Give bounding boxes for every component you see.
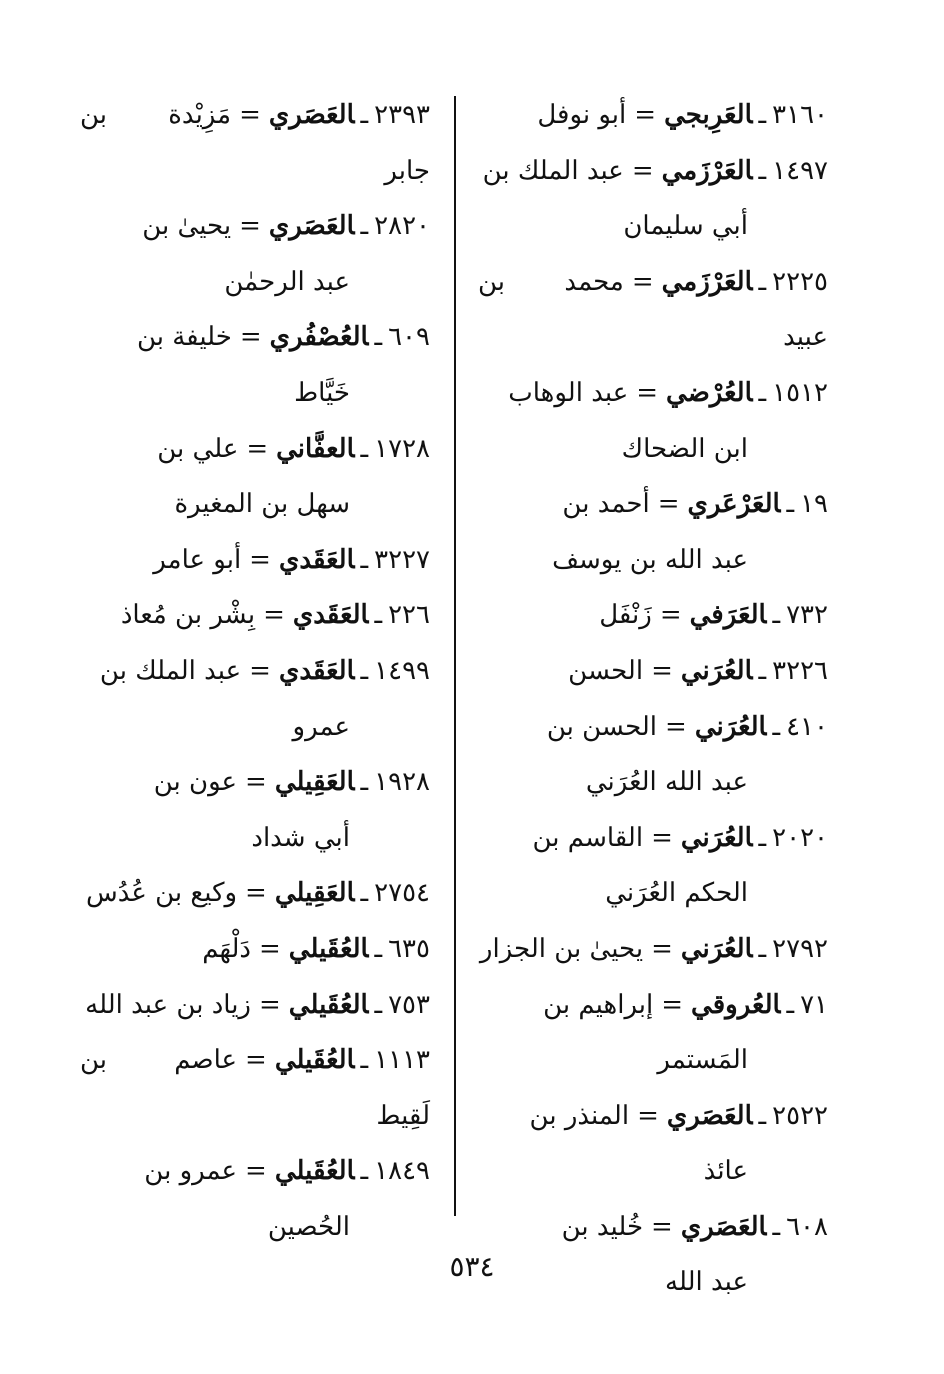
entry-number: ٦٠٨ — [786, 1211, 828, 1242]
entry-number: ٧٥٣ — [388, 989, 430, 1020]
index-entry: ٢٥٢٢ـالعَصَري=المنذر بن عائذ — [478, 1089, 828, 1200]
entry-nisba: العُصْفُري — [269, 322, 369, 353]
entry-name: دَلْهَم — [202, 933, 251, 964]
entry-number: ٢٣٩٣ — [374, 100, 430, 130]
index-entry: ١٤٩٧ـالعَرْزَمي=عبد الملك بن أبي سليمان — [478, 144, 828, 255]
entry-name: خُليد بن — [561, 1211, 644, 1242]
entry-number: ٤١٠ — [786, 711, 828, 742]
entry-nisba: العَقَدي — [278, 655, 355, 686]
entry-nisba: العُرَني — [680, 822, 753, 853]
entry-nisba: العُقَيلي — [274, 1045, 355, 1076]
right-column — [478, 88, 828, 1311]
entry-number: ٢٢٦ — [388, 600, 430, 631]
entry-name: خليفة بن — [136, 322, 232, 353]
entry-nisba: العَصَري — [680, 1211, 767, 1242]
entry-continuation: ابن الضحاك — [621, 433, 748, 464]
entry-name: عبد الملك بن — [482, 155, 624, 186]
entry-number: ٢٢٢٥ — [772, 266, 828, 297]
entry-number: ٦٣٥ — [388, 933, 430, 964]
page-number: ٥٣٤ — [449, 1250, 495, 1283]
entry-continuation: عبد الرحمٰن — [224, 266, 350, 297]
entry-continuation: عبد الله العُرَني — [585, 767, 748, 798]
entry-name: عمرو بن — [144, 1156, 238, 1187]
index-entry: ٦٣٥ـالعُقَيلي=دَلْهَم — [202, 933, 430, 964]
index-entry: ٢٧٩٢ـالعُرَني=يحيىٰ بن الجزار — [479, 933, 828, 964]
entry-nisba: العَرْزَمي — [661, 155, 753, 186]
entry-name: عبد الملك بن — [99, 655, 242, 686]
entry-number: ٧١ — [800, 989, 828, 1020]
entry-name: مَزِيْدة بن جابر — [80, 100, 430, 186]
entry-nisba: العَرِبجي — [664, 100, 753, 130]
index-entry: ١١١٣ـالعُقَيلي=عاصم بن لَقِيط — [80, 1045, 430, 1131]
entry-name: أبو عامر — [153, 544, 242, 575]
entry-name: عاصم بن لَقِيط — [80, 1045, 430, 1131]
index-entry: ٢٠٢٠ـالعُرَني=القاسم بن الحكم العُرَني — [478, 811, 828, 922]
index-entry: ٦٠٩ـالعُصْفُري=خليفة بن خَيَّاط — [80, 310, 430, 421]
entry-number: ١٨٤٩ — [374, 1156, 430, 1187]
index-entry: ٣٢٢٦ـالعُرَني=الحسن — [568, 655, 828, 686]
index-entry: ٤١٠ـالعُرَني=الحسن بن عبد الله العُرَني — [478, 700, 828, 811]
index-entry: ١٥١٢ـالعُرْضي=عبد الوهاب ابن الضحاك — [478, 366, 828, 477]
entry-nisba: العُرَني — [694, 711, 767, 742]
entry-number: ٣٢٢٧ — [374, 544, 430, 575]
entry-nisba: العَصَري — [666, 1100, 753, 1131]
index-entry: ٢٢٢٥ـالعَرْزَمي=محمد بن عبيد — [478, 266, 828, 353]
entry-name: علي بن — [157, 433, 239, 464]
entry-name: الحسن — [568, 655, 644, 686]
entry-continuation: عبد الله بن يوسف — [552, 544, 748, 575]
entry-name: عبد الوهاب — [508, 377, 629, 408]
entry-nisba: العَقَدي — [278, 544, 355, 575]
entry-number: ٢٧٩٢ — [772, 933, 828, 964]
entry-nisba: العَصَري — [268, 211, 355, 242]
entry-name: يحيىٰ بن — [142, 211, 232, 242]
entry-nisba: العُقَيلي — [288, 933, 369, 964]
entry-name: وكيع بن عُدُس — [85, 878, 238, 909]
entry-name: أبو نوفل — [537, 100, 627, 130]
entry-name: بِشْر بن مُعاذ — [120, 600, 256, 631]
entry-name: يحيىٰ بن الجزار — [479, 933, 644, 964]
entry-nisba: العَرَفي — [689, 600, 767, 631]
entry-name: زَنْفَل — [599, 600, 652, 631]
entry-name: أحمد بن — [562, 489, 650, 520]
index-entry: ٢٢٦ـالعَقَدي=بِشْر بن مُعاذ — [120, 600, 430, 631]
entry-nisba: العُرَني — [680, 655, 753, 686]
entry-number: ١٥١٢ — [772, 377, 828, 408]
index-entry: ١٧٢٨ـالعفَّاني=علي بن سهل بن المغيرة — [80, 422, 430, 533]
entry-number: ١٧٢٨ — [374, 433, 430, 464]
index-entry: ٣٢٢٧ـالعَقَدي=أبو عامر — [153, 544, 430, 575]
entry-name: عون بن — [153, 767, 238, 798]
left-column — [80, 88, 430, 1255]
entry-continuation: عائذ — [703, 1156, 748, 1187]
entry-nisba: العُقَيلي — [274, 1156, 355, 1187]
entry-continuation: الحُصين — [267, 1211, 350, 1242]
entry-nisba: العُقَيلي — [288, 989, 369, 1020]
entry-number: ٣١٦٠ — [772, 100, 828, 130]
index-entry: ١٤٩٩ـالعَقَدي=عبد الملك بن عمرو — [80, 644, 430, 755]
entry-nisba: العفَّاني — [276, 433, 355, 464]
index-entry: ٧١ـالعُروقي=إبراهيم بن المَستمر — [478, 978, 828, 1089]
entry-continuation: سهل بن المغيرة — [174, 489, 350, 520]
column-divider — [454, 96, 456, 1216]
entry-nisba: العَرْعَري — [687, 489, 781, 520]
index-entry: ٣١٦٠ـالعَرِبجي=أبو نوفل — [537, 100, 828, 130]
index-entry: ٢٧٥٤ـالعَقِيلي=وكيع بن عُدُس — [85, 878, 430, 909]
entry-number: ١١١٣ — [374, 1045, 430, 1076]
entry-number: ١٩ — [800, 489, 828, 520]
entry-name: محمد بن عبيد — [478, 266, 828, 353]
entry-name: إبراهيم بن — [543, 989, 654, 1020]
entry-name: القاسم بن — [532, 822, 644, 853]
index-entry: ٦٠٨ـالعَصَري=خُليد بن عبد الله — [478, 1200, 828, 1311]
entry-number: ٧٣٢ — [786, 600, 828, 631]
entry-number: ١٩٢٨ — [374, 767, 430, 798]
entry-nisba: العُروقي — [691, 989, 781, 1020]
index-entry: ١٩٢٨ـالعَقِيلي=عون بن أبي شداد — [80, 755, 430, 866]
entry-name: زياد بن عبد الله — [85, 989, 251, 1020]
entry-nisba: العَصَري — [268, 100, 355, 130]
index-entry: ٢٨٢٠ـالعَصَري=يحيىٰ بن عبد الرحمٰن — [80, 199, 430, 310]
entry-number: ١٤٩٩ — [374, 655, 430, 686]
entry-nisba: العَقَدي — [292, 600, 369, 631]
entry-number: ١٤٩٧ — [772, 155, 828, 186]
index-entry: ٧٣٢ـالعَرَفي=زَنْفَل — [599, 600, 828, 631]
entry-continuation: عبد الله — [665, 1267, 748, 1298]
entry-name: الحسن بن — [546, 711, 658, 742]
index-entry: ١٩ـالعَرْعَري=أحمد بن عبد الله بن يوسف — [478, 477, 828, 588]
entry-continuation: المَستمر — [657, 1045, 748, 1076]
entry-name: المنذر بن — [529, 1100, 630, 1131]
entry-continuation: أبي شداد — [251, 822, 350, 853]
entry-number: ٢٨٢٠ — [374, 211, 430, 242]
index-entry: ١٨٤٩ـالعُقَيلي=عمرو بن الحُصين — [80, 1144, 430, 1255]
entry-continuation: عمرو — [292, 711, 350, 742]
entry-continuation: أبي سليمان — [623, 211, 748, 242]
index-entry: ٧٥٣ـالعُقَيلي=زياد بن عبد الله — [85, 989, 430, 1020]
entry-continuation: الحكم العُرَني — [605, 878, 748, 909]
entry-number: ٢٥٢٢ — [772, 1100, 828, 1131]
entry-nisba: العَقِيلي — [274, 878, 355, 909]
entry-nisba: العُرَني — [680, 933, 753, 964]
entry-nisba: العَرْزَمي — [661, 266, 753, 297]
entry-number: ٣٢٢٦ — [772, 655, 828, 686]
entry-continuation: خَيَّاط — [294, 377, 350, 408]
entry-nisba: العُرْضي — [666, 377, 753, 408]
entry-number: ٦٠٩ — [388, 322, 430, 353]
entry-number: ٢٠٢٠ — [772, 822, 828, 853]
entry-number: ٢٧٥٤ — [374, 878, 430, 909]
index-entry: ٢٣٩٣ـالعَصَري=مَزِيْدة بن جابر — [80, 100, 430, 186]
entry-nisba: العَقِيلي — [274, 767, 355, 798]
